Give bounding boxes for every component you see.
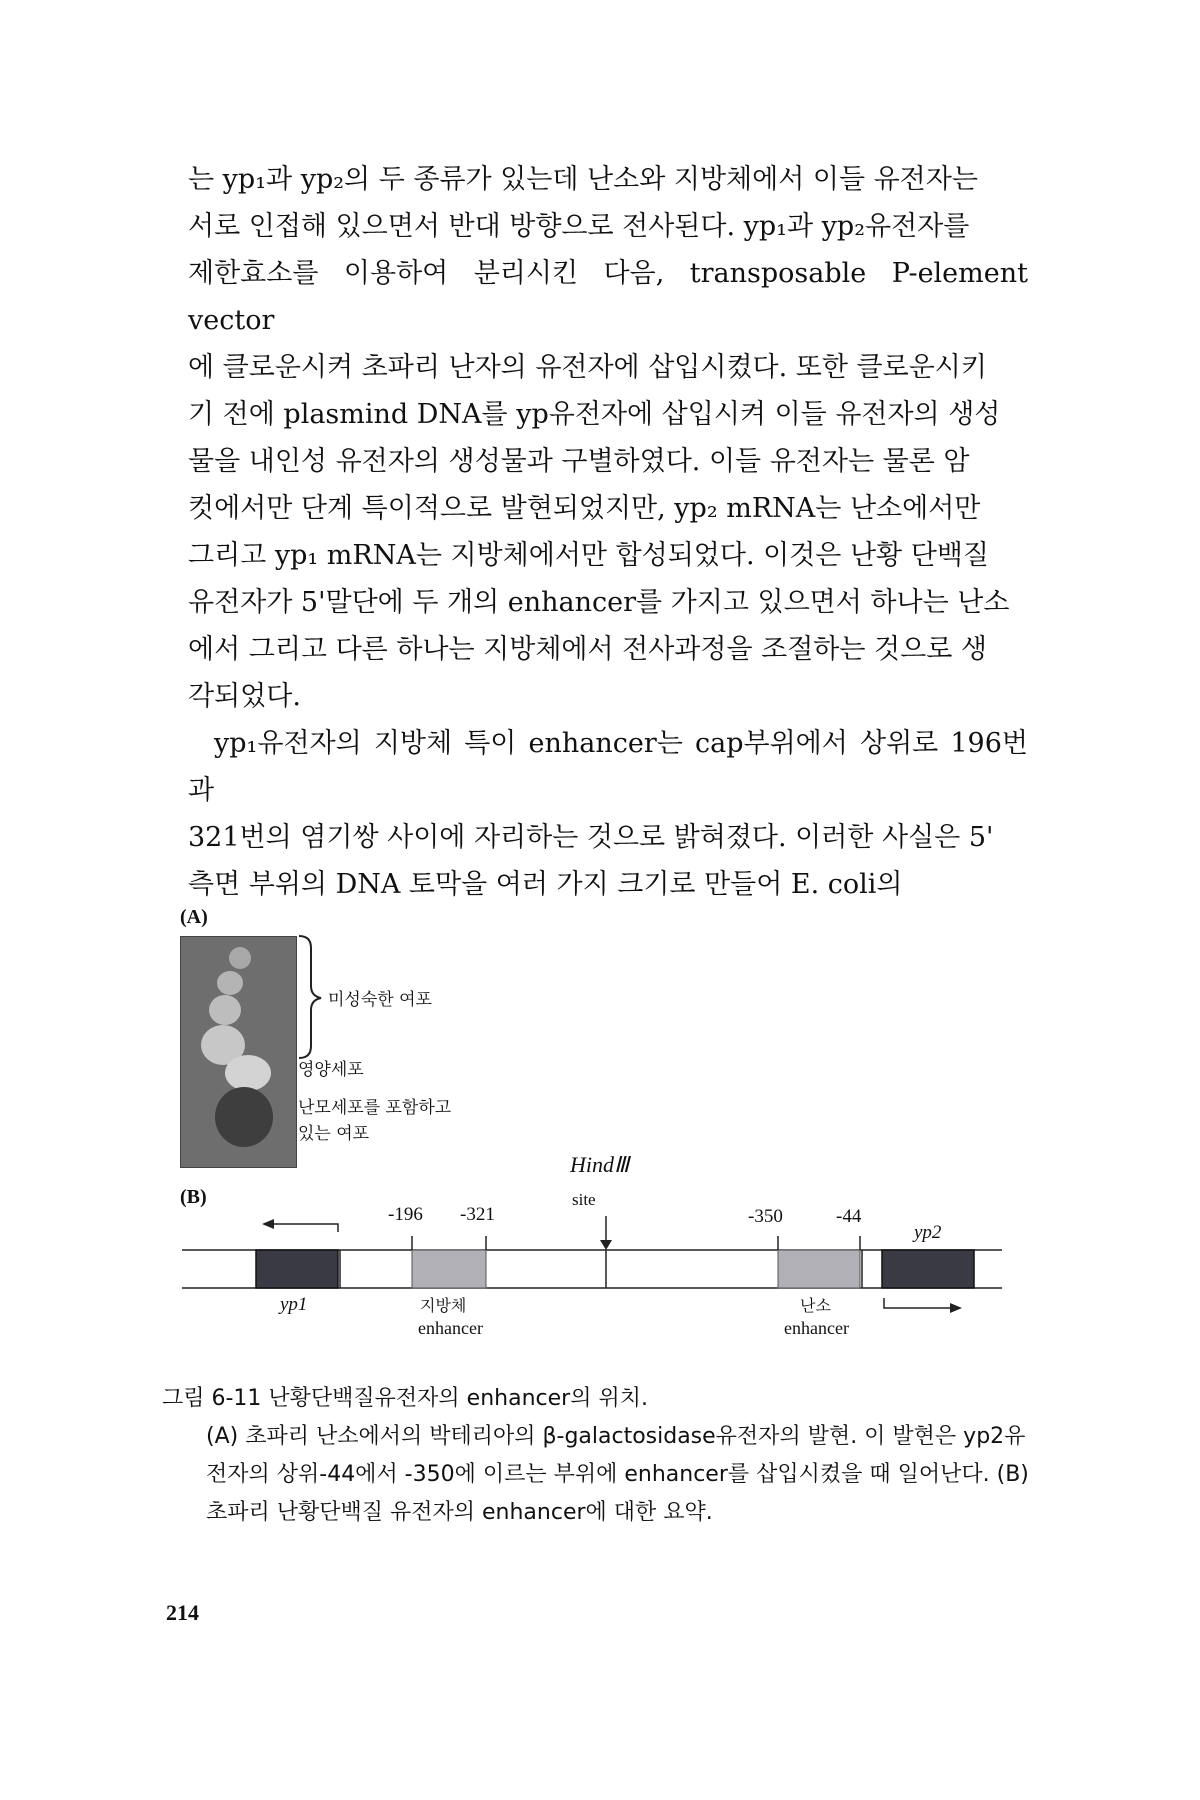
position-label-321: -321 bbox=[460, 1204, 495, 1225]
panel-a-label: (A) bbox=[180, 906, 208, 928]
text-line: 각되었다. bbox=[188, 681, 301, 712]
caption-body: (A) 초파리 난소에서의 박테리아의 β-galactosidase유전자의 발현. 이 발현은 yp2유전자의 상위-44에서 -350에 이르는 부위에 enhancer를 삽입시켰을 때 일어난다. (B) 초파리 난황단백질 유전자의 enhancer에 대한 요약. bbox=[206, 1424, 1029, 1525]
oocyte-follicle-label-2: 있는 여포 bbox=[298, 1124, 370, 1144]
ovary-enhancer-box bbox=[778, 1250, 860, 1288]
caption-title: 그림 6-11 난황단백질유전자의 enhancer의 위치. bbox=[162, 1386, 648, 1411]
figure-caption bbox=[162, 1380, 1042, 1532]
text-line: 물을 내인성 유전자의 생성물과 구별하였다. 이들 유전자는 물론 암 bbox=[188, 446, 970, 477]
arrowhead-icon bbox=[600, 1240, 612, 1250]
oocyte-follicle-label-1: 난모세포를 포함하고 bbox=[298, 1098, 452, 1118]
text-line: 321번의 염기쌍 사이에 자리하는 것으로 밝혀졌다. 이러한 사실은 5' bbox=[188, 822, 994, 853]
text-line: 기 전에 plasmind DNA를 yp유전자에 삽입시켜 이들 유전자의 생성 bbox=[188, 399, 1001, 430]
text-line: 에 클로운시켜 초파리 난자의 유전자에 삽입시켰다. 또한 클로운시키 bbox=[188, 352, 987, 383]
yp1-gene-box bbox=[256, 1250, 338, 1288]
position-label-350: -350 bbox=[748, 1206, 783, 1227]
site-label: site bbox=[572, 1190, 596, 1209]
position-label-44: -44 bbox=[836, 1206, 862, 1227]
position-label-196: -196 bbox=[388, 1204, 423, 1225]
text-line: 유전자가 5'말단에 두 개의 enhancer를 가지고 있으면서 하나는 난소 bbox=[188, 587, 1010, 618]
text-line: 그리고 yp₁ mRNA는 지방체에서만 합성되었다. 이것은 난황 단백질 bbox=[188, 540, 989, 571]
yp1-label: yp1 bbox=[280, 1294, 308, 1315]
text-line: 서로 인접해 있으면서 반대 방향으로 전사된다. yp₁과 yp₂유전자를 bbox=[188, 211, 970, 242]
page-number: 214 bbox=[166, 1600, 199, 1625]
hind-iii-label: HindⅢ bbox=[570, 1152, 630, 1177]
text-line: yp₁유전자의 지방체 특이 enhancer는 cap부위에서 상위로 196번과 bbox=[188, 728, 1028, 806]
arrowhead-icon bbox=[262, 1219, 274, 1229]
fat-body-enhancer-label: enhancer bbox=[418, 1318, 483, 1338]
fat-body-label: 지방체 bbox=[420, 1296, 467, 1315]
yp1-direction-arrow-icon bbox=[272, 1224, 338, 1232]
fat-body-enhancer-box bbox=[412, 1250, 486, 1288]
text-line: 는 yp₁과 yp₂의 두 종류가 있는데 난소와 지방체에서 이들 유전자는 bbox=[188, 164, 978, 195]
yp2-label: yp2 bbox=[914, 1222, 942, 1243]
ovary-label: 난소 bbox=[800, 1296, 831, 1315]
text-line: 에서 그리고 다른 하나는 지방체에서 전사과정을 조절하는 것으로 생 bbox=[188, 634, 987, 665]
text-line: 컷에서만 단계 특이적으로 발현되었지만, yp₂ mRNA는 난소에서만 bbox=[188, 493, 981, 524]
panel-b-label: (B) bbox=[180, 1186, 207, 1208]
nurse-cell-label: 영양세포 bbox=[298, 1060, 364, 1080]
text-line: 측면 부위의 DNA 토막을 여러 가지 크기로 만들어 E. coli의 bbox=[188, 869, 903, 900]
yp2-direction-arrow-icon bbox=[884, 1298, 952, 1308]
yp2-gene-box bbox=[882, 1250, 974, 1288]
arrowhead-icon bbox=[950, 1303, 962, 1313]
immature-follicle-label: 미성숙한 여포 bbox=[328, 990, 432, 1010]
text-line: 제한효소를 이용하여 분리시킨 다음, transposable P-element vector bbox=[188, 258, 1028, 336]
ovary-enhancer-label: enhancer bbox=[784, 1318, 849, 1338]
